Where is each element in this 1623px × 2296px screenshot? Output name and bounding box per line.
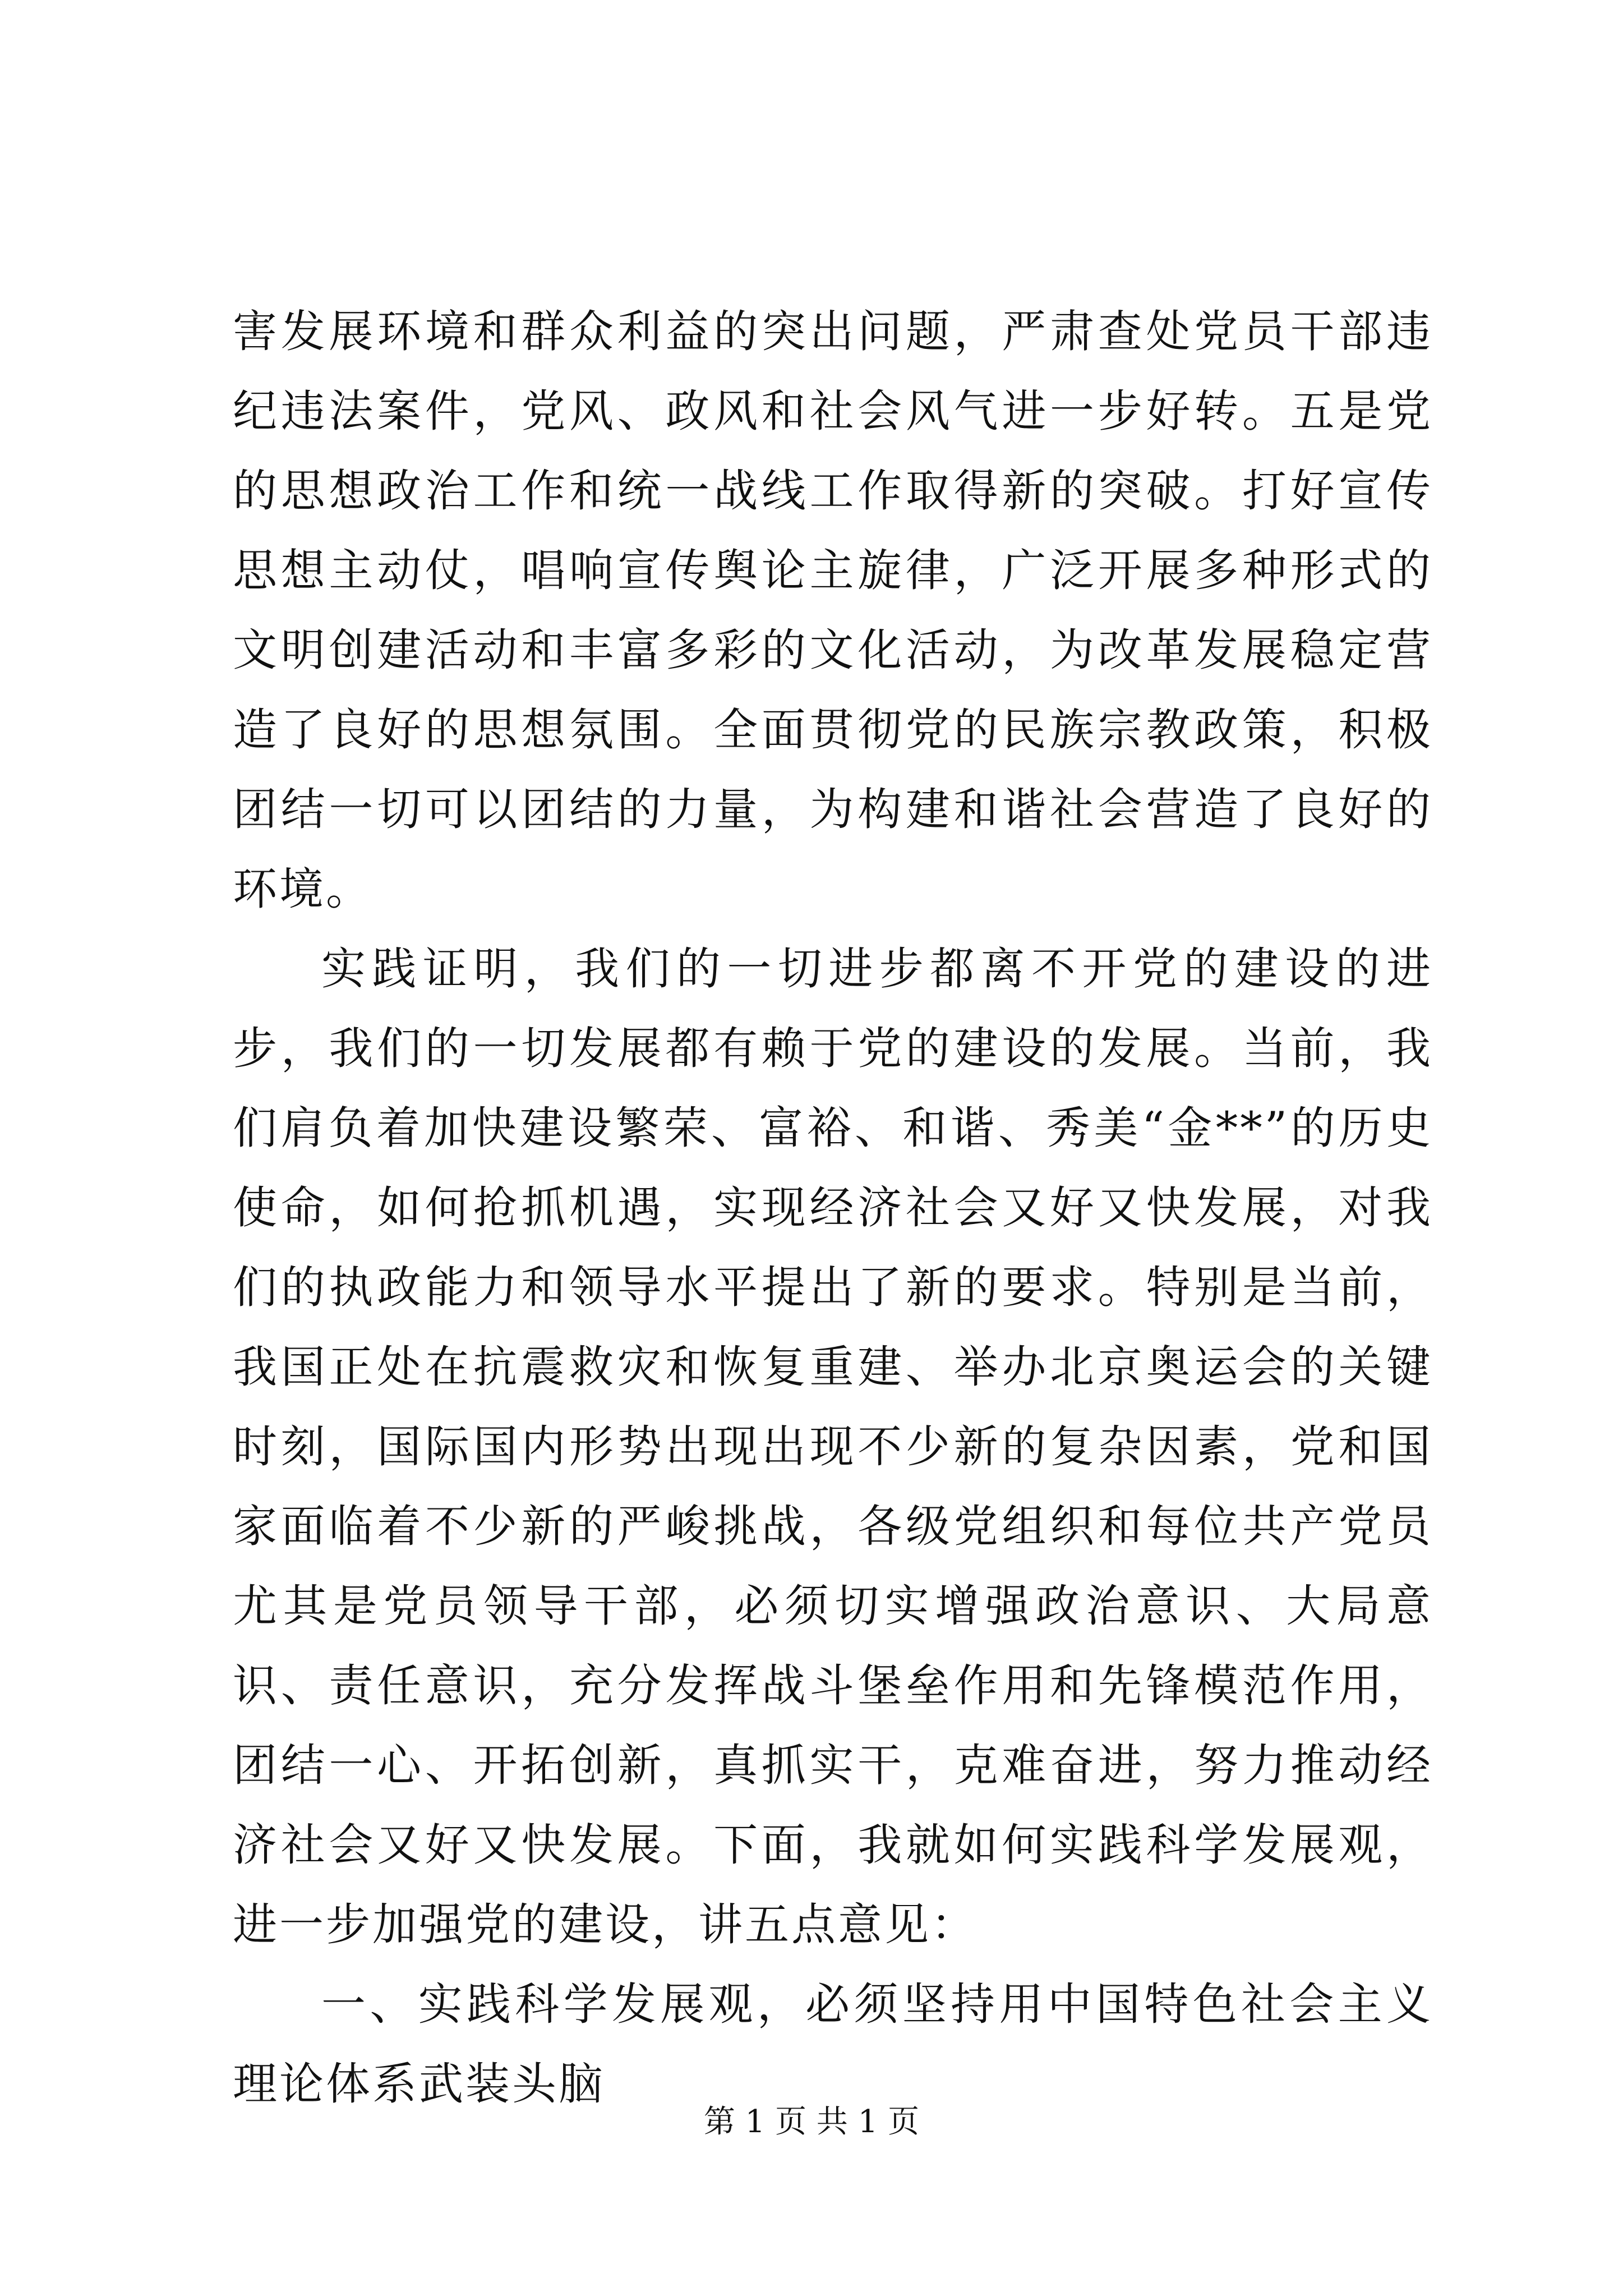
page-footer: 第 1 页 共 1 页 xyxy=(703,2104,920,2140)
document-body xyxy=(233,292,1433,2124)
section-heading-one: 一、实践科学发展观，必须坚持用中国特色社会主义理论体系武装头脑 xyxy=(233,1978,1433,2110)
paragraph-practice-proves: 实践证明，我们的一切进步都离不开党的建设的进步，我们的一切发展都有赖于党的建设的发展。当前，我们肩负着加快建设繁荣、富裕、和谐、秀美“金**”的历史使命，如何抢抓机遇，实现经济社会又好又快发展，对我们的执政能力和领导水平提出了新的要求。特别是当前，我国正处在抗震救灾和恢复重建、举办北京奥运会的关键时刻，国际国内形势出现出现不少新的复杂因素，党和国家面临着不少新的严峻挑战，各级党组织和每位共产党员尤其是党员领导干部，必须切实增强政治意识、大局意识、责任意识，充分发挥战斗堡垒作用和先锋模范作用，团结一心、开拓创新，真抓实干，克难奋进，努力推动经济社会又好又快发展。下面，我就如何实践科学发展观，进一步加强党的建设，讲五点意见： xyxy=(233,943,1433,1950)
paragraph-continuation: 害发展环境和群众利益的突出问题，严肃查处党员干部违纪违法案件，党风、政风和社会风气进一步好转。五是党的思想政治工作和统一战线工作取得新的突破。打好宣传思想主动仗，唱响宣传舆论主旋律，广泛开展多种形式的文明创建活动和丰富多彩的文化活动，为改革发展稳定营造了良好的思想氛围。全面贯彻党的民族宗教政策，积极团结一切可以团结的力量，为构建和谐社会营造了良好的环境。 xyxy=(233,306,1433,915)
